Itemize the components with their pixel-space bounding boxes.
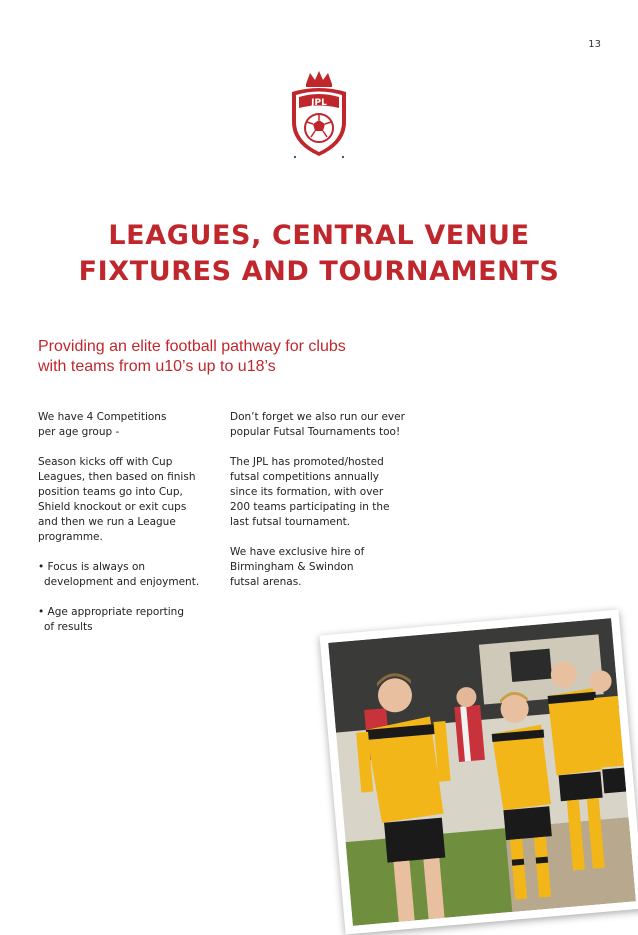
promotion-paragraph: [230, 455, 430, 530]
subtitle-line-2: with teams from u10’s up to u18’s: [38, 358, 276, 375]
arenas-paragraph: [230, 545, 430, 590]
text-line: of results: [44, 621, 93, 633]
title-line-1: LEAGUES, CENTRAL VENUE: [108, 220, 530, 251]
text-line: We have 4 Competitions: [38, 411, 167, 423]
text-line: Season kicks off with Cup: [38, 456, 173, 468]
bullet-reporting: [38, 605, 223, 635]
players-photo-frame: [319, 609, 638, 934]
subtitle: [38, 337, 438, 377]
football-players-photo: [328, 618, 636, 926]
bullet-focus: [38, 560, 223, 590]
text-line: last futsal tournament.: [230, 516, 351, 528]
text-line: • Age appropriate reporting: [38, 606, 185, 618]
right-column: [230, 410, 430, 605]
text-line: popular Futsal Tournaments too!: [230, 426, 401, 438]
text-line: futsal arenas.: [230, 576, 302, 588]
text-line: We have exclusive hire of: [230, 546, 365, 558]
jpl-logo: [287, 70, 351, 160]
text-line: since its formation, with over: [230, 486, 384, 498]
title-line-2: FIXTURES AND TOURNAMENTS: [78, 256, 560, 287]
text-line: futsal competitions annually: [230, 471, 380, 483]
text-line: programme.: [38, 531, 103, 543]
text-line: Birmingham & Swindon: [230, 561, 354, 573]
text-line: 200 teams participating in the: [230, 501, 390, 513]
subtitle-line-1: Providing an elite football pathway for clubs: [38, 338, 346, 355]
text-line: position teams go into Cup,: [38, 486, 183, 498]
left-column: [38, 410, 223, 650]
text-line: Leagues, then based on finish: [38, 471, 196, 483]
text-line: and then we run a League: [38, 516, 176, 528]
text-line: Don’t forget we also run our ever: [230, 411, 405, 423]
season-paragraph: [38, 455, 223, 545]
svg-text:JPL: JPL: [311, 98, 327, 108]
text-line: development and enjoyment.: [44, 576, 200, 588]
crown-shield-football-icon: [287, 70, 351, 160]
text-line: The JPL has promoted/hosted: [230, 456, 384, 468]
page-title: [0, 218, 638, 290]
futsal-paragraph: [230, 410, 430, 440]
text-line: Shield knockout or exit cups: [38, 501, 187, 513]
text-line: • Focus is always on: [38, 561, 146, 573]
competitions-paragraph: [38, 410, 223, 440]
page-number: 13: [588, 39, 601, 50]
text-line: per age group -: [38, 426, 120, 438]
